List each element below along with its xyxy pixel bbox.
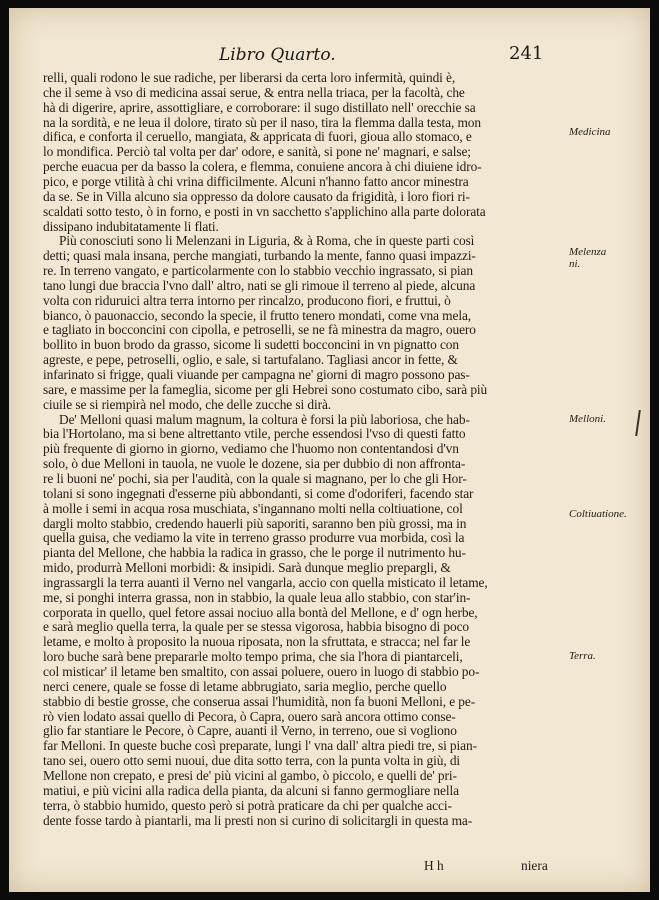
text-line: stabbio di bestie grosse, che conserua assai l'humidità, non fa buoni Melloni, e pe- [43,694,476,709]
text-line: tolani si sono ingegnati d'esserne più abbondanti, si come d'odoriferi, facendo star [43,486,474,501]
text-line: dissipano indubitatamente li flati. [43,219,219,234]
text-line: bia l'Hortolano, ma si bene altrettanto vtile, perche essendosi l'vso di questi fatto [43,427,466,442]
margin-note-coltiuatione: Coltiuatione. [569,508,627,520]
text-line: perche euacua per da basso la colera, e flemma, conuiene ancora à chi diuiene idro- [43,160,482,175]
text-line: ciuile se si riempirà nel modo, che delle zucche si dirà. [43,397,332,412]
book-page [9,8,650,892]
signature-mark: H h [424,858,444,873]
text-line: solo, ò due Melloni in tauola, ne vuole le dozene, sia per dubbio di non affronta- [43,457,466,472]
text-line: lo mondifica. Perciò tal volta per dar' odore, e sanità, si pone ne' magnari, e salse; [43,145,471,160]
text-line: sare, e massime per la fameglia, sicome per gli Hebrei sono costumato cibo, sarà più [43,382,488,397]
text-line: terra, ò stabbio humido, questo però si potrà praticare da chi per qualche acci- [43,798,452,813]
page-header [9,45,650,67]
text-line: volta con riduruici altra terra intorno per rincalzo, producono fiori, e fruttui, ò [43,293,451,308]
text-line: pico, e porge vtilità à chi vrina difficilmente. Alcuni n'hanno fatto ancor minestra [43,174,469,189]
text-line: De' Melloni quasi malum magnum, la coltura è forsi la più laboriosa, che hab- [59,412,470,427]
text-line: da se. Se in Villa alcuno sia oppresso da dolore causato da frigidità, i loro fiori ri- [43,189,470,204]
text-line: dente fosse tardo à piantarli, ma li presti non si curino di solicitargli in questa ma- [43,813,473,828]
text-line: re. In terreno vangato, e particolarmente con lo stabbio vecchio ingrassato, si pian [43,264,473,279]
text-line: matiui, e più vicini alla radica della pianta, da alcuni si fanno germogliare nella [43,783,459,798]
page-footer [9,858,650,874]
text-line: col misticar' il letame ben smaltito, con assai poluere, ouero in luogo di stabbio po- [43,665,480,679]
margin-note-melenzani: Melenza ni. [569,246,607,270]
text-line: corporata in quello, quel fetore assai nociuo alla bontà del Mellone, e d' ogn herbe, [43,605,478,620]
text-line: Più conosciuti sono li Melenzani in Liguria, & à Roma, che in queste parti così [59,234,475,249]
text-line: scaldati sotto testo, ò in forno, e posti in vn sacchetto s'applichino alla parte dolorata [43,204,486,219]
text-line: pianta del Mellone, che habbia la radica in grasso, che le porge il nutrimento hu- [43,546,466,561]
text-line: difica, e conforta il ceruello, mangiata, & appricata di fuori, gioua allo stomaco, e [43,130,472,145]
text-line: tano lungi due braccia l'vno dall' altro, nati se gli rimoue il terreno al piede, alcuna [43,278,476,293]
text-line: che il seme à vso di medicina assai serue, & entra nella triaca, per la facoltà, che [43,85,465,100]
catchword: niera [521,858,548,873]
text-line: detti; quasi mala insana, perche mangiati, turbando la mente, fanno quasi impazzi- [43,249,476,264]
text-line: relli, quali rodono le sue radiche, per liberarsi da certa loro infermità, quindi è, [43,71,456,85]
margin-bracket-mark [632,410,641,436]
text-line: Mellone non crepato, e presi de' più vicini al gambo, ò piccolo, e quelli de' pri- [43,768,457,783]
text-line: loro buche sarà bene prepararle molto tempo prima, che sia l'hora di piantarceli, [43,650,463,665]
text-line: e sarà meglio quella terra, la quale per se stessa vigorosa, habbia bisogno di poco [43,620,470,635]
text-line: e tagliato in bocconcini con cipolla, e petroselli, se ne fà minestra da magro, ouero [43,323,476,338]
text-line: tano sei, ouero otto semi nuoui, due dita sotto terra, con la punta volta in giù, di [43,754,461,769]
text-line: mido, produrrà Melloni morbidi: & insipidi. Sarà dunque meglio prepargli, & [43,561,451,576]
page-number: 241 [509,43,544,64]
text-line: bollito in buon brodo da grasso, sicome li sudetti bocconcini in vn pignatto con [43,338,459,353]
text-line: dargli molto stabbio, credendo hauerli più saporiti, saranno ben più grossi, ma in [43,516,467,531]
text-line: nerci cenere, quale se fosse di letame abbrugiato, saria meglio, perche quello [43,679,447,694]
text-line: far Melloni. In queste buche così preparate, lungi l' vna dall' altra piedi tre, si pian- [43,739,477,754]
text-line: re li buoni ne' pochi, sia per l'audità, con la quale si magnano, per lo che gli Hor- [43,471,467,486]
text-line: à molle i semi in acqua rosa muschiata, s'ingannano molti nella coltiuatione, col [43,501,463,516]
text-line: bianco, ò pauonaccio, secondo la specie, il frutto tenero mondati, come vna mela, [43,308,472,323]
margin-note-medicina: Medicina [569,126,611,138]
text-line: me, si ponghi interra grassa, non in stabbio, la quale leua allo stabbio, con star'in- [43,590,471,605]
text-line: più frequente di giorno in giorno, vediamo che l'huomo non contentandosi d'vn [43,442,459,457]
text-line: glio far stantiare le Pecore, ò Capre, auanti il Verno, in terreno, oue si vogliono [43,724,457,739]
text-line: letame, e molto à proposito la nuoua riposata, non la sfruttata, e stracca; nel far le [43,635,471,650]
text-line: ingrassargli la terra auanti il Verno nel vangarla, accio con quella misticato il letame, [43,575,488,590]
text-line: rò vien lodato assai quello di Pecora, ò Capra, ouero sarà ancora ottimo conse- [43,709,456,724]
text-line: hà di digerire, aprire, assottigliare, e corroborare: il sugo distillato nell' orecchie sa [43,100,476,115]
text-line: quella guisa, che vediamo la vite in terreno grasso produrre vua morbida, così la [43,531,465,546]
text-line: agreste, e pepe, petroselli, oglio, e sale, si tartufalano. Tagliasi ancor in fette, & [43,353,458,368]
running-title: Libro Quarto. [219,45,336,65]
margin-note-terra: Terra. [569,650,596,662]
text-line: na la sordità, e ne leua il dolore, tirato sù per il naso, tira la flemma dalla testa, mon [43,115,481,130]
text-line: infarinato si frigge, quali viuande per campagna ne' giorni di magro possono pas- [43,368,470,382]
margin-note-melloni: Melloni. [569,413,606,425]
